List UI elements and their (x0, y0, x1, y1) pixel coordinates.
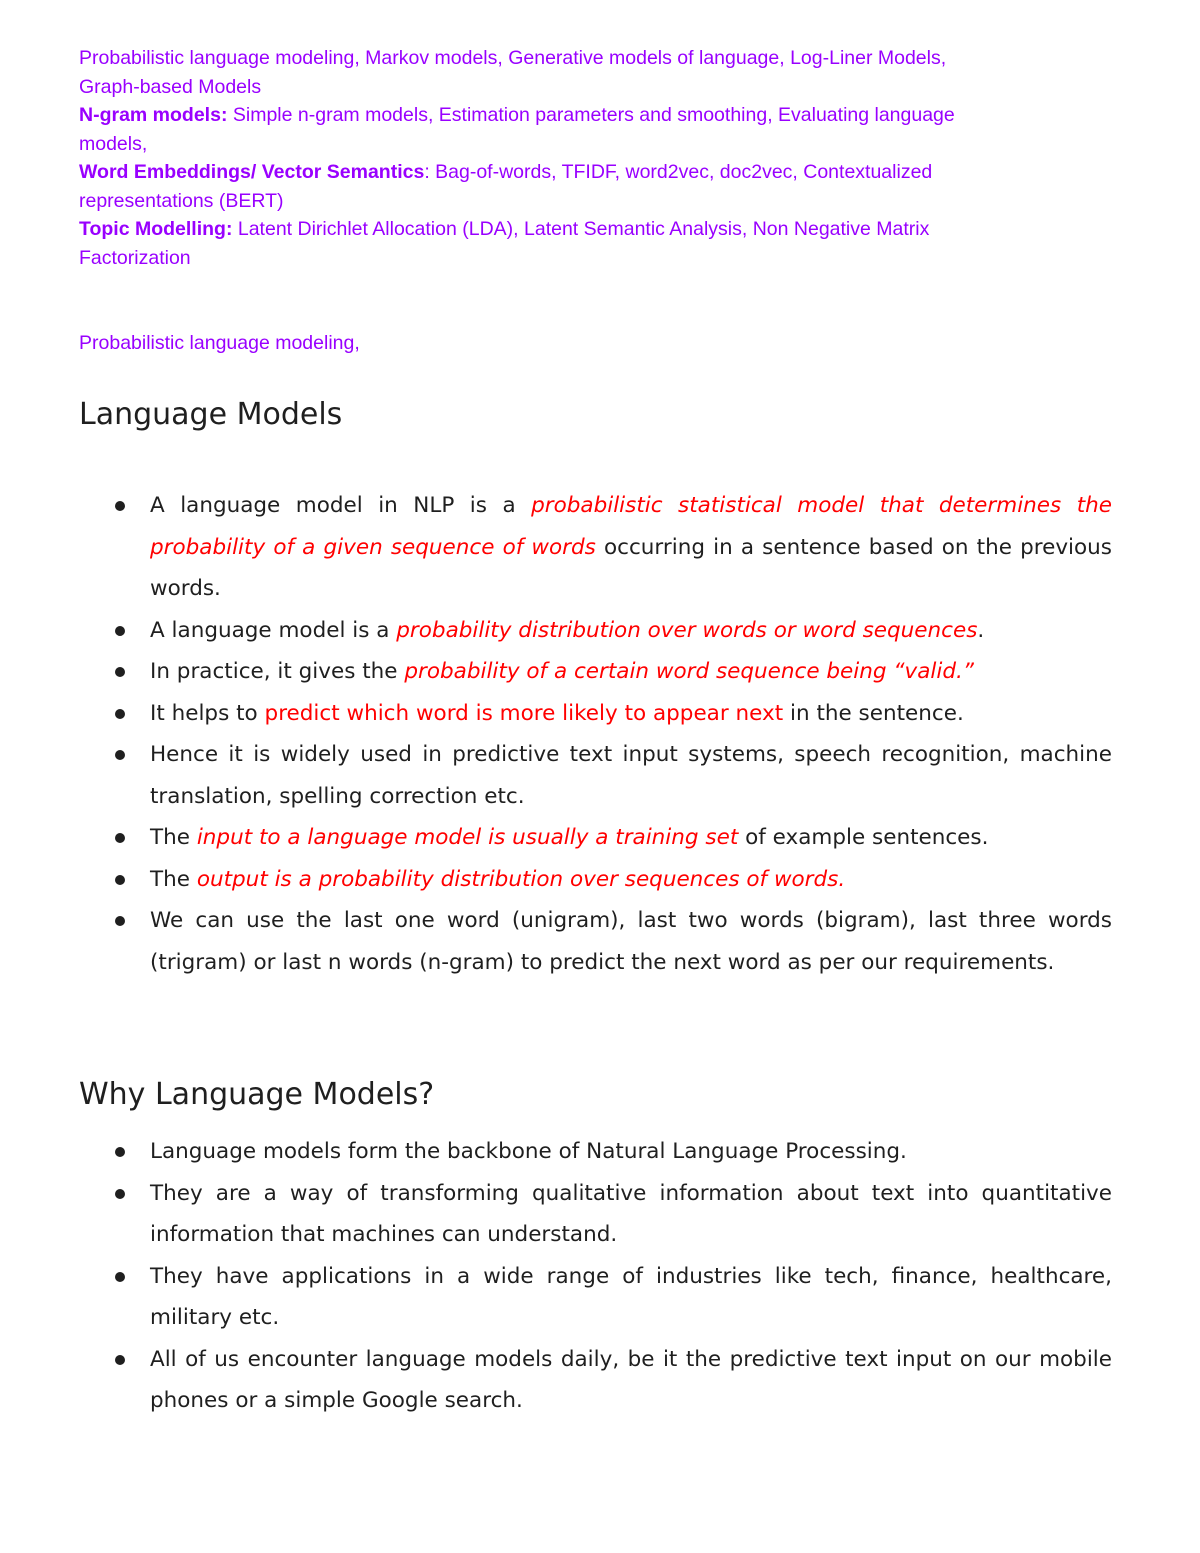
syllabus-text-ngram: Simple n-gram models, Estimation parameters and smoothing, Evaluating language models, (79, 104, 955, 155)
item-highlight: probability distribution over words or word sequences (396, 617, 978, 643)
item-text: A language model in NLP is a (150, 493, 532, 518)
list-item (79, 900, 1112, 983)
bullet-icon (115, 750, 125, 760)
list-item (79, 1256, 1112, 1339)
item-text: All of us encounter language models daily, be it the predictive text input on our mobile phones or a simple Google search. (150, 1346, 1112, 1413)
item-text: We can use the last one word (unigram), last two words (bigram), last three words (trigram) or last n words (n-gram) to predict the next word as per our requirements. (150, 908, 1112, 975)
list-item (79, 1131, 1112, 1173)
bullet-icon (115, 833, 125, 843)
item-highlight: output is a probability distribution over sequences of words. (196, 866, 846, 892)
list-item (79, 1173, 1112, 1256)
item-highlight: probabilistic statistical model that determines the probability of a given sequence of words (150, 493, 1112, 560)
bullet-icon (115, 1147, 125, 1157)
syllabus-line (79, 101, 979, 158)
bullet-icon (115, 626, 125, 636)
item-highlight: predict which word is more likely to appear next (264, 700, 784, 726)
syllabus-text-topic: Latent Dirichlet Allocation (LDA), Latent Semantic Analysis, Non Negative Matrix Factorization (79, 218, 930, 269)
syllabus-label-embeddings: Word Embeddings/ Vector Semantics (79, 161, 425, 183)
item-text: Language models form the backbone of Natural Language Processing. (150, 1139, 907, 1164)
syllabus-block (79, 44, 979, 272)
syllabus-line (79, 44, 979, 101)
item-text: The (150, 866, 197, 892)
item-text: occurring in a sentence based on the previous words. (150, 534, 1112, 601)
syllabus-topics: Probabilistic language modeling, Markov models, Generative models of language, Log-Liner Models, Graph-based Models (79, 47, 947, 98)
item-text: In practice, it gives the (150, 659, 405, 684)
section-heading-why-language-models: Why Language Models? (79, 1077, 435, 1112)
why-language-models-list (79, 1131, 1112, 1422)
bullet-icon (115, 1355, 125, 1365)
syllabus-label-topic: Topic Modelling: (79, 218, 233, 240)
item-text: They are a way of transforming qualitative information about text into quantitative information that machines can understand. (150, 1180, 1112, 1247)
item-text: The (150, 825, 197, 850)
section-heading-language-models: Language Models (79, 397, 343, 432)
list-item (79, 485, 1112, 610)
bullet-icon (115, 709, 125, 719)
syllabus-line (79, 215, 979, 272)
bullet-icon (115, 1189, 125, 1199)
list-item (79, 1339, 1112, 1422)
language-models-list (79, 485, 1112, 983)
list-item (79, 817, 1112, 859)
item-text: in the sentence. (783, 700, 964, 726)
bullet-icon (115, 667, 125, 677)
item-text: It helps to (150, 700, 265, 726)
list-item (79, 734, 1112, 817)
item-highlight: probability of a certain word sequence being “valid.” (404, 659, 974, 684)
item-text: Hence it is widely used in predictive text input systems, speech recognition, machine translation, spelling correction etc. (150, 742, 1112, 809)
item-text: A language model is a (150, 617, 397, 643)
syllabus-label-ngram: N-gram models: (79, 104, 228, 126)
list-item (79, 693, 1112, 735)
item-text: of example sentences. (738, 825, 989, 850)
item-text: They have applications in a wide range of industries like tech, finance, healthcare, military etc. (150, 1263, 1112, 1330)
item-text: . (977, 617, 985, 643)
bullet-icon (115, 1272, 125, 1282)
syllabus-text-embeddings: : Bag-of-words, TFIDF, word2vec, doc2vec, Contextualized representations (BERT) (79, 161, 933, 212)
bullet-icon (115, 916, 125, 926)
sub-topic: Probabilistic language modeling, (79, 332, 360, 354)
item-highlight: input to a language model is usually a training set (196, 825, 739, 850)
bullet-icon (115, 501, 125, 511)
list-item (79, 651, 1112, 693)
list-item (79, 859, 1112, 901)
list-item (79, 610, 1112, 652)
bullet-icon (115, 875, 125, 885)
syllabus-line (79, 158, 979, 215)
